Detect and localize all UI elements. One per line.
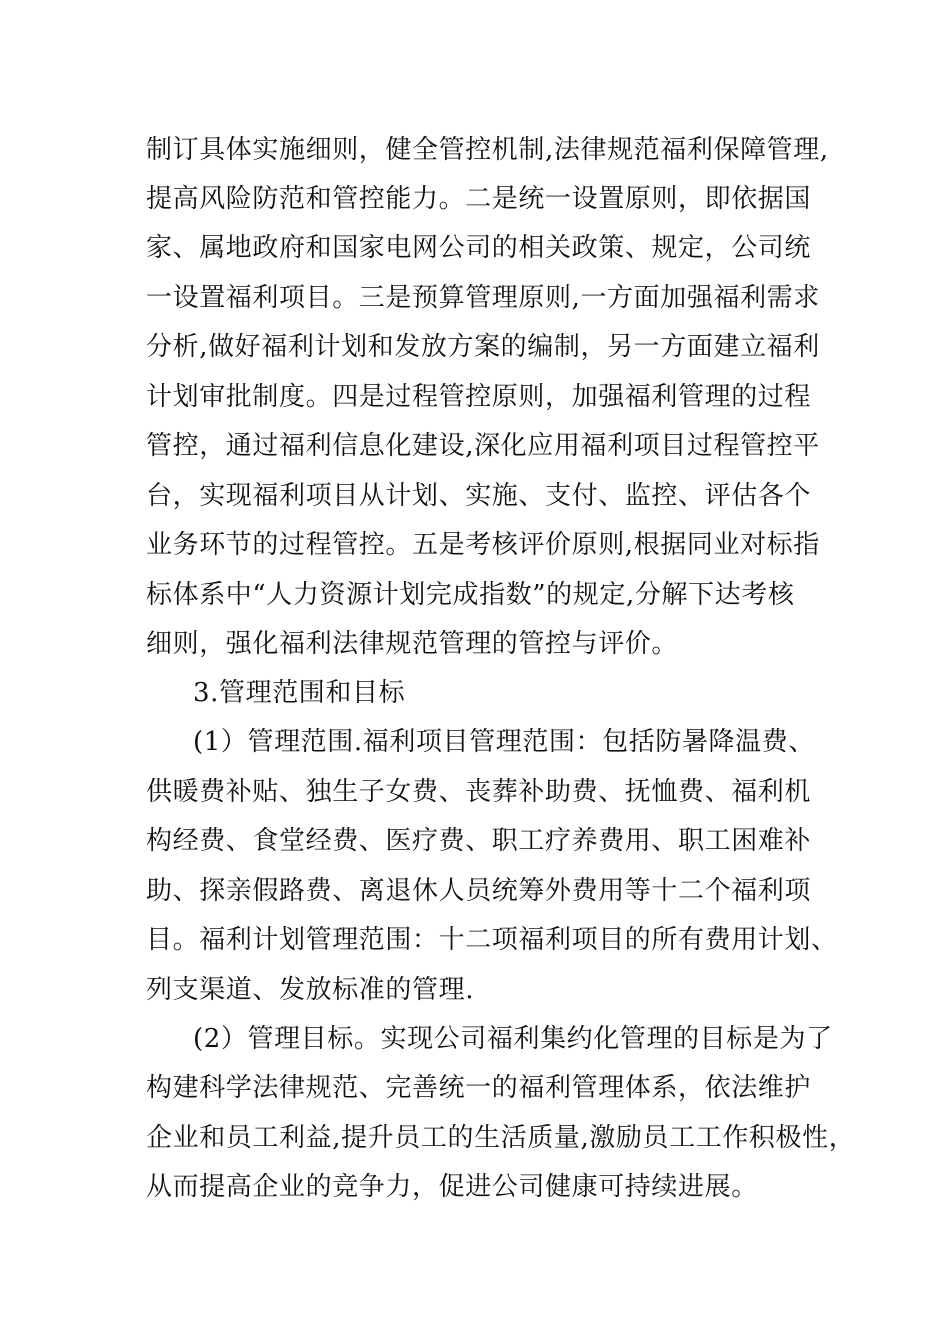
text-line: 一设置福利项目。三是预算管理原则,一方面加强福利需求: [146, 283, 820, 313]
text-line: 细则，强化福利法律规范管理的管控与评价。: [146, 629, 679, 659]
text-line: (2）管理目标。实现公司福利集约化管理的目标是为了: [193, 1024, 833, 1054]
text-line: 分析,做好福利计划和发放方案的编制，另一方面建立福利: [146, 332, 820, 362]
text-line: 列支渠道、发放标准的管理.: [146, 975, 475, 1005]
text-line: 计划审批制度。四是过程管控原则，加强福利管理的过程: [146, 382, 812, 412]
text-line: 目。福利计划管理范围：十二项福利项目的所有费用计划、: [146, 925, 838, 955]
text-line: 构经费、食堂经费、医疗费、职工疗养费用、职工困难补: [146, 826, 812, 856]
text-line: 业务环节的过程管控。五是考核评价原则,根据同业对标指: [146, 530, 820, 560]
text-line: 供暖费补贴、独生子女费、丧葬补助费、抚恤费、福利机: [146, 777, 812, 807]
text-line: 台，实现福利项目从计划、实施、支付、监控、评估各个: [146, 481, 812, 511]
text-line: (1）管理范围.福利项目管理范围：包括防暑降温费、: [193, 727, 815, 757]
text-line: 家、属地政府和国家电网公司的相关政策、规定，公司统: [146, 233, 812, 263]
text-line: 标体系中“人力资源计划完成指数”的规定,分解下达考核: [146, 580, 795, 610]
text-line: 企业和员工利益,提升员工的生活质量,激励员工工作积极性，: [146, 1123, 856, 1153]
text-line: 从而提高企业的竞争力，促进公司健康可持续进展。: [146, 1172, 758, 1202]
text-line: 提高风险防范和管控能力。二是统一设置原则，即依据国: [146, 184, 812, 214]
text-line: 构建科学法律规范、完善统一的福利管理体系，依法维护: [146, 1073, 812, 1103]
text-line: 制订具体实施细则，健全管控机制,法律规范福利保障管理,: [146, 135, 829, 165]
section-heading: 3.管理范围和目标: [193, 678, 406, 708]
text-line: 助、探亲假路费、离退休人员统筹外费用等十二个福利项: [146, 876, 812, 906]
text-line: 管控，通过福利信息化建设,深化应用福利项目过程管控平: [146, 431, 820, 461]
